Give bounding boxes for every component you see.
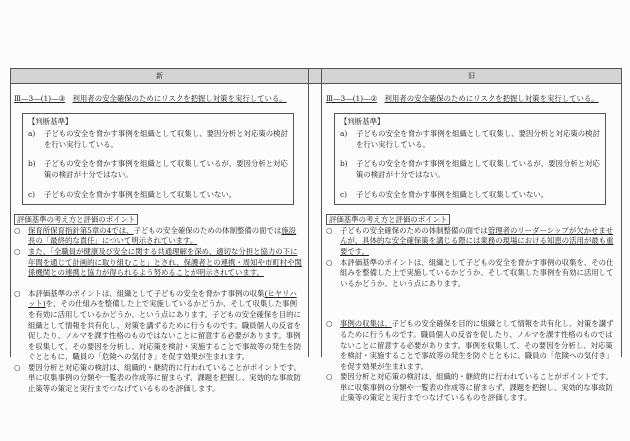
point-segment: 子どもの安全確保を目的に組織として情報を共有化し、対策を講ずるために行うものです。職員個人の反省を促したり、ノルマを課す性格のものではないことに留意する必要があります。事例を収集して、その要因を分析し、対応策を検討・実施することで事故等の発生を防ぐとともに、職員の「危険への気付き」を促す効果が生まれます。 xyxy=(340,319,614,371)
criterion-title xyxy=(326,94,614,105)
criteria-item xyxy=(28,129,288,150)
point-segment: 管理者のリーダーシップが欠かせませんが、具体的な安全確保策を講じる際には業務の現場における知恵の活用が最も重要です。 xyxy=(340,225,614,256)
title-segment xyxy=(377,94,384,103)
column-divider xyxy=(321,69,322,357)
criteria-item xyxy=(28,159,288,180)
point-text xyxy=(340,258,614,290)
criteria-item xyxy=(340,190,600,201)
point-text xyxy=(28,247,302,279)
point-item xyxy=(326,372,614,404)
judgement-criteria-box xyxy=(334,113,606,206)
points-heading: 評価基準の考え方と評価のポイント xyxy=(14,214,138,225)
point-item xyxy=(14,226,302,247)
criteria-text: 子どもの安全を脅かす事例を組織として収集しているが、要因分析と対応策の検討が十分ではない。 xyxy=(44,159,288,179)
point-segment: 本評価基準のポイントは、組織として子どもの安全を脅かす事例の収集を、その仕組みを整備した上で実施しているかどうか、そして収集した事例を有効に活用しているかどうか、という点にあります。 xyxy=(340,257,614,288)
point-item xyxy=(14,289,302,363)
criteria-item xyxy=(340,159,600,180)
header-new: 新 xyxy=(11,69,308,84)
circle-bullet-icon: ○ xyxy=(14,288,21,298)
criteria-label: 【判断基準】 xyxy=(28,116,73,126)
criteria-mark: c) xyxy=(340,189,348,199)
comparison-table xyxy=(10,68,622,403)
criteria-text: 子どもの安全を脅かす事例を組織として収集し、要因分析と対応策の検討を行い実行している。 xyxy=(356,129,600,149)
circle-bullet-icon: ○ xyxy=(326,372,333,382)
circle-bullet-icon: ○ xyxy=(326,257,333,267)
point-text xyxy=(28,363,302,395)
point-item xyxy=(14,363,302,395)
spacer xyxy=(14,279,302,289)
point-item xyxy=(326,226,614,258)
point-segment: 要因分析と対応策の検討は、組織的・継続的に行われていることがポイントです。単に収集事例の分類や一覧表の作成等に留まらず、課題を把握し、実効的な事故防止策等の策定と実行までつなげているものを評価します。 xyxy=(28,362,301,394)
circle-bullet-icon: ○ xyxy=(326,225,333,235)
criteria-mark: c) xyxy=(28,189,36,199)
circle-bullet-icon: ○ xyxy=(14,246,21,256)
points-heading: 評価基準の考え方と評価のポイント xyxy=(326,214,450,225)
spacer xyxy=(14,395,302,405)
criteria-text: 子どもの安全を脅かす事例を組織として収集していない。 xyxy=(44,189,237,199)
title-segment xyxy=(65,94,72,103)
criteria-text: 子どもの安全を脅かす事例を組織として収集し、要因分析と対応策の検討を行い実行している。 xyxy=(44,129,288,149)
point-text xyxy=(340,372,614,404)
header-gap xyxy=(309,69,321,84)
point-text xyxy=(28,226,302,247)
column-divider xyxy=(308,69,309,357)
title-segment: 利用者の安全確保のためにリスクを把握し対策を実行している。 xyxy=(72,94,287,103)
criteria-mark: b) xyxy=(340,159,348,169)
judgement-criteria-box xyxy=(22,113,294,206)
point-item xyxy=(14,247,302,279)
criteria-text: 子どもの安全を脅かす事例を組織として収集しているが、要因分析と対応策の検討が十分ではない。 xyxy=(356,159,600,179)
criteria-mark: a) xyxy=(340,129,348,139)
spacer xyxy=(326,289,614,319)
criteria-label: 【判断基準】 xyxy=(340,116,385,126)
circle-bullet-icon: ○ xyxy=(14,362,21,372)
point-segment: 要因分析と対応策の検討は、組織的・継続的に行われていることがポイントです。単に収集事例の分類や一覧表の作成等に留まらず、課題を把握し、実効的な事故防止策等の策定と実行までつなげているものを評価します。 xyxy=(340,372,613,403)
circle-bullet-icon: ○ xyxy=(326,319,333,329)
new-column xyxy=(14,84,302,405)
title-segment: Ⅲ―3―(1)―③ xyxy=(14,94,66,103)
criteria-mark: b) xyxy=(28,159,36,169)
title-segment: Ⅲ―3―(1)―② xyxy=(326,94,378,103)
point-segment: 事例の収集は、 xyxy=(340,319,392,329)
point-text xyxy=(340,319,614,372)
point-segment: 保育所保育指針第5章の4では、 xyxy=(28,225,134,235)
point-segment: 子どもの安全確保のための体制整備の面では xyxy=(340,225,488,235)
criteria-mark: a) xyxy=(28,129,36,139)
point-text xyxy=(28,289,302,363)
point-item xyxy=(326,258,614,290)
point-item xyxy=(326,319,614,372)
criteria-item xyxy=(340,129,600,150)
point-text xyxy=(340,226,614,258)
point-segment: (ヒヤリハット) xyxy=(28,288,297,309)
criteria-text: 子どもの安全を脅かす事例を組織として収集していない。 xyxy=(356,189,549,199)
title-segment: 利用者の安全確保のためにリスクを把握し対策を実行している。 xyxy=(384,94,599,103)
point-segment: を、その仕組みを整備した上で実施しているかどうか、そして収集した事例を有効に活用しているかどうか、という点にあります。子どもの安全確保を目的に組織として情報を共有化し、対策を講ずるために行うものです。職員個人の反省を促したり、ノルマを課す性格のものではないことに留意する必要があります。事例を収集して、その要因を分析し、対応策を検討・実施することで事故等の発生を防ぐとともに、職員の「危険への気付き」を促す効果が生まれます。 xyxy=(28,299,302,362)
point-segment: 本評価基準のポイントは、組織として子どもの安全を脅かす事例の収集 xyxy=(28,288,265,298)
circle-bullet-icon: ○ xyxy=(14,225,21,235)
criteria-item xyxy=(28,190,288,201)
point-segment: 子どもの安全確保のための体制整備の面では xyxy=(133,225,282,235)
criterion-title xyxy=(14,94,302,105)
point-segment: 施設長の「最終的な責任」について明示されています。 xyxy=(28,225,297,246)
point-segment: また、「全職員が健康及び安全に関する共通理解を深め、適切な分担と協力の下に年間を通じて計画的に取り組むこと」とされ、保護者との連携・周知や市町村や関係機関との連携と協力が得られるよう努めることが明示されています。 xyxy=(28,246,302,278)
old-column xyxy=(326,84,614,404)
header-old: 旧 xyxy=(322,69,621,84)
